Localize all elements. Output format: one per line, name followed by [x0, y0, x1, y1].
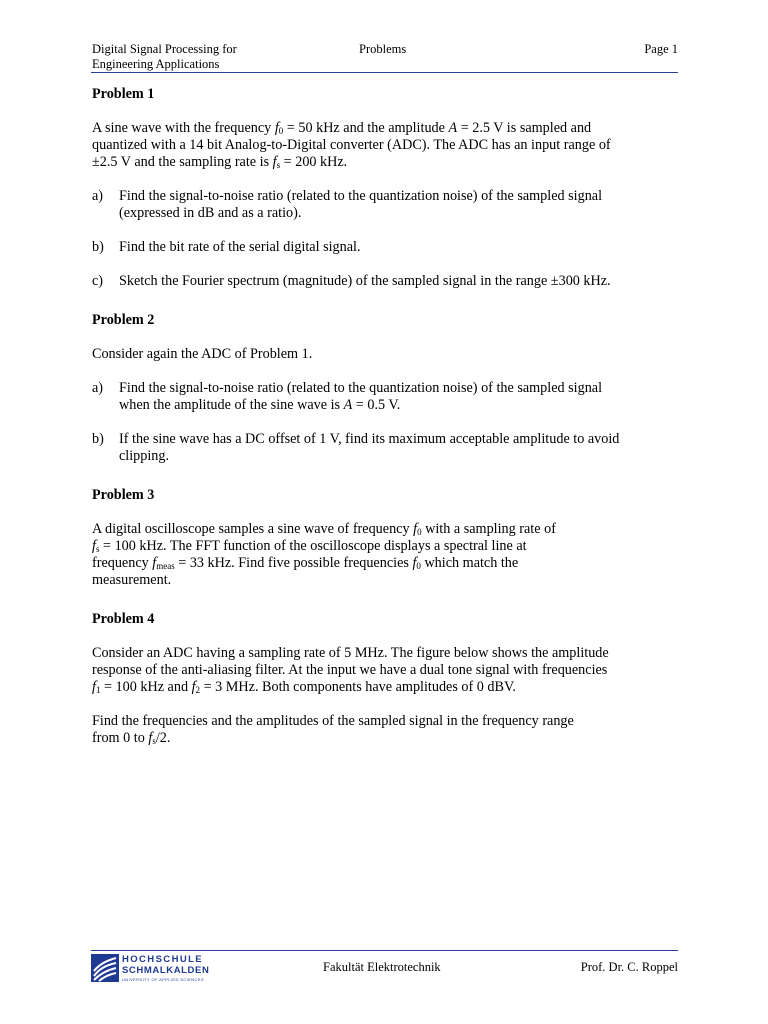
problem-4-title: Problem 4 — [92, 611, 155, 627]
university-logo-icon — [91, 954, 119, 982]
page-footer — [91, 952, 678, 986]
page-number: Page 1 — [644, 42, 678, 56]
problem-1-part-a: a) Find the signal-to-noise ratio (related to the quantization noise) of the sampled signal (expressed in dB and as a ratio). — [92, 188, 603, 221]
problem-1-part-c: c) Sketch the Fourier spectrum (magnitude) of the sampled signal in the range ±300 kHz. — [92, 273, 611, 289]
course-title-line1: Digital Signal Processing for — [92, 42, 237, 56]
problem-4-text: Consider an ADC having a sampling rate of 5 MHz. The figure below shows the amplitude response of the anti-aliasing filter. At the input we have a dual tone signal with frequencies $f_1 = 100$ kHz and $f_2 = 3$ MHz. Both components have amplitudes of 0 dBV. — [92, 645, 609, 695]
problem-1-intro: A sine wave with the frequency $f_0 = 50$ kHz and the amplitude A = 2.5 V is sampled and quantized with a 14 bit Analog-to-Digital converter (ADC). The ADC has an input range of ±2.5 V and the sampling rate is $f_s = 200$ kHz. — [92, 120, 611, 170]
faculty-name: Fakultät Elektrotechnik — [323, 960, 441, 974]
problem-4-task: Find the frequencies and the amplitudes of the sampled signal in the frequency range from 0 to $f_s/2$. — [92, 713, 574, 746]
problem-2-part-b: b) If the sine wave has a DC offset of 1 V, find its maximum acceptable amplitude to avoid clipping. — [92, 431, 620, 464]
university-logo: HOCHSCHULE SCHMALKALDEN UNIVERSITY OF APPLIED SCIENCES — [91, 954, 226, 984]
course-title-line2: Engineering Applications — [92, 57, 220, 71]
problem-2-title: Problem 2 — [92, 312, 155, 328]
problem-3-title: Problem 3 — [92, 487, 155, 503]
footer-rule — [91, 950, 678, 951]
author-name: Prof. Dr. C. Roppel — [580, 960, 678, 974]
course-title — [92, 42, 237, 72]
problem-2-part-a: a) Find the signal-to-noise ratio (related to the quantization noise) of the sampled signal when the amplitude of the sine wave is A = 0.5 V. — [92, 380, 603, 413]
problem-1-title: Problem 1 — [92, 86, 155, 102]
document-body — [92, 86, 682, 747]
problem-2-intro: Consider again the ADC of Problem 1. — [92, 346, 313, 362]
section-title: Problems — [359, 42, 407, 56]
problem-3-text: A digital oscilloscope samples a sine wave of frequency $f_0$ with a sampling rate of $f_s = 100$ kHz. The FFT function of the oscilloscope displays a spectral line at frequency $f_{meas} = 33$ kHz. Find five possible frequencies $f_0$ which match the measurement. — [92, 521, 556, 588]
problem-1-part-b: b) Find the bit rate of the serial digital signal. — [92, 239, 361, 255]
header-rule — [91, 72, 678, 73]
page-header — [92, 42, 678, 72]
